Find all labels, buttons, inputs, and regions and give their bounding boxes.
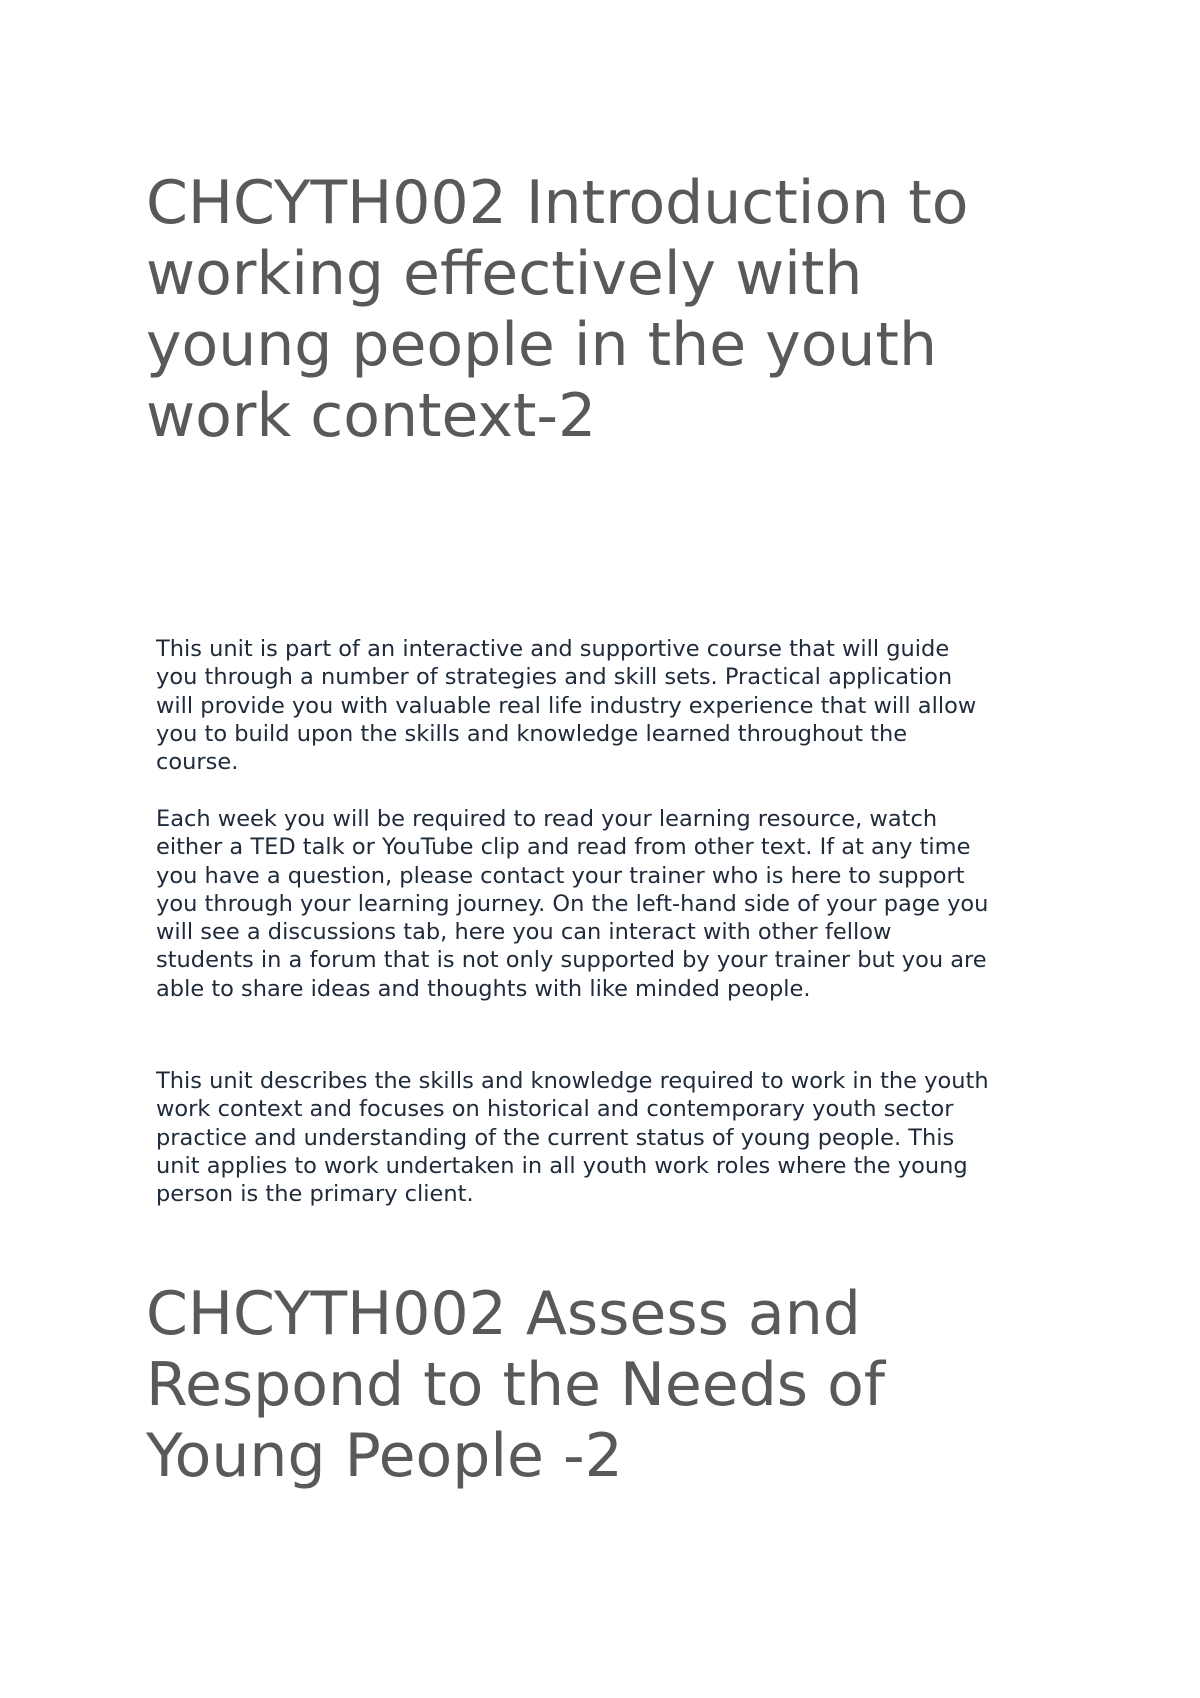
unit-description-paragraph: This unit describes the skills and knowledge required to work in the youth work context and focuses on historical and contemporary youth sector practice and understanding of the current status of young people. This unit applies to work undertaken in all youth work roles where the young person is the primary client. [156, 1068, 989, 1208]
unit-title-heading: CHCYTH002 Introduction to working effectively with young people in the youth work context-2 [146, 168, 969, 451]
weekly-instructions-paragraph: Each week you will be required to read your learning resource, watch either a TED talk or YouTube clip and read from other text. If at any time you have a question, please contact your trainer who is here to support you through your learning journey. On the left-hand side of your page you will see a discussions tab, here you can interact with other fellow students in a forum that is not only supported by your trainer but you are able to share ideas and thoughts with like minded people. [156, 806, 989, 1002]
course-intro-paragraph: This unit is part of an interactive and supportive course that will guide you through a number of strategies and skill sets. Practical application will provide you with valuable real life industry experience that will allow you to build upon the skills and knowledge learned throughout the course. [156, 636, 977, 776]
unit-subtitle-heading: CHCYTH002 Assess and Respond to the Needs of Young People -2 [146, 1279, 885, 1491]
